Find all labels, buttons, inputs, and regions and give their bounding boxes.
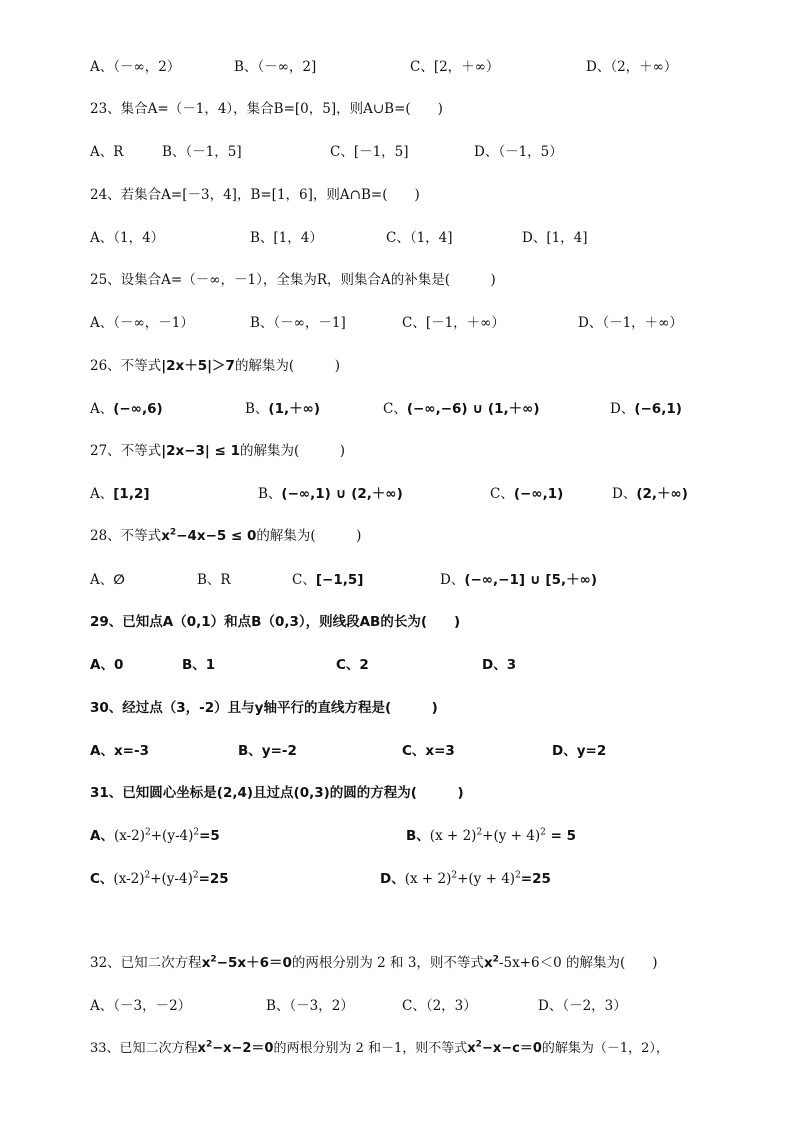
q31-option-c-part3: =25 bbox=[198, 871, 229, 887]
q28-stem bbox=[90, 525, 770, 547]
q27-option-b-value: (−∞,1) ∪ (2,＋∞) bbox=[281, 486, 403, 502]
q27-option-a-label: A、 bbox=[90, 486, 114, 502]
q26-stem-pre: 26、不等式 bbox=[90, 358, 162, 374]
q31-option-c-exp2: 2 bbox=[192, 870, 199, 881]
q27-option-a-value: [1,2] bbox=[113, 486, 150, 502]
q31-option-a-exp2: 2 bbox=[193, 827, 200, 838]
q22-option-b: B、（－∞，2] bbox=[234, 59, 317, 75]
q28-option-d-value: (−∞,−1] ∪ [5,＋∞) bbox=[464, 572, 598, 588]
q27-option-d-label: D、 bbox=[612, 486, 637, 502]
q30-stem: 30、经过点（3，-2）且与y轴平行的直线方程是( ) bbox=[90, 700, 438, 716]
q26-stem-post: 的解集为( ) bbox=[234, 358, 340, 374]
q26-option-a bbox=[90, 398, 163, 420]
q31-option-d-exp2: 2 bbox=[515, 870, 521, 881]
q28-option-a bbox=[90, 569, 125, 591]
q31-option-a-part2: +(y-4) bbox=[150, 828, 194, 844]
q24-option-c: C、（1，4] bbox=[386, 230, 453, 246]
q27-option-b bbox=[258, 483, 403, 505]
q28-option-c bbox=[292, 569, 363, 591]
q30-option-b: B、y=-2 bbox=[238, 743, 297, 759]
q31-option-c-label: C、 bbox=[90, 871, 114, 887]
q29-option-b: B、1 bbox=[182, 657, 216, 673]
q32-ineq-x: x bbox=[483, 955, 493, 971]
q22-options bbox=[90, 56, 770, 78]
q27-option-d-value: (2,＋∞) bbox=[636, 486, 688, 502]
q27-option-c-value: (−∞,1) bbox=[513, 486, 564, 502]
q28-option-b: B、R bbox=[197, 572, 231, 588]
q31-option-d-part1: (x + 2) bbox=[404, 871, 452, 887]
q27-option-a bbox=[90, 483, 150, 505]
q29-option-a: A、0 bbox=[90, 657, 124, 673]
q31-option-d bbox=[380, 868, 551, 890]
q31-option-b-part3: = 5 bbox=[545, 828, 576, 844]
q22-option-c: C、[2，＋∞） bbox=[410, 59, 500, 75]
q27-option-d bbox=[612, 483, 688, 505]
q31-options-cd bbox=[90, 868, 770, 890]
q31-option-a-part3: =5 bbox=[199, 828, 220, 844]
q33-eq-exp: 2 bbox=[205, 1039, 213, 1050]
q27-option-c-label: C、 bbox=[490, 486, 514, 502]
q24-option-a: A、（1，4） bbox=[90, 230, 165, 246]
q31-option-b-exp2: 2 bbox=[540, 827, 546, 838]
q31-option-a-exp1: 2 bbox=[145, 827, 151, 838]
q26-stem bbox=[90, 355, 770, 377]
q26-option-c-label: C、 bbox=[383, 401, 407, 417]
q33-ineq-exp: 2 bbox=[475, 1039, 482, 1050]
q23-options bbox=[90, 141, 770, 163]
q31-option-d-part2: +(y + 4) bbox=[457, 871, 516, 887]
q33-stem bbox=[90, 1038, 770, 1060]
q31-option-a bbox=[90, 825, 220, 847]
q32-stem-mid: 的两根分别为 2 和 3，则不等式 bbox=[291, 955, 484, 971]
q24-option-b: B、[1，4） bbox=[250, 230, 323, 246]
q28-stem-post: 的解集为( ) bbox=[256, 528, 362, 544]
q27-stem bbox=[90, 440, 770, 462]
q26-option-d-label: D、 bbox=[610, 401, 635, 417]
q32-eq-rest: −5x＋6＝0 bbox=[216, 955, 292, 971]
q26-option-c-value: (−∞,−6) ∪ (1,＋∞) bbox=[406, 401, 540, 417]
q33-stem-post: 的解集为（－1，2）， bbox=[541, 1041, 669, 1056]
q26-option-d bbox=[610, 398, 682, 420]
q28-option-a-value: ∅ bbox=[113, 572, 125, 588]
q25-option-b: B、（－∞，－1] bbox=[250, 315, 346, 331]
q28-options bbox=[90, 569, 770, 591]
q31-option-d-part3: =25 bbox=[520, 871, 551, 887]
q32-option-b: B、（－3，2） bbox=[266, 998, 354, 1014]
q33-stem-pre: 33、已知二次方程 bbox=[90, 1041, 198, 1056]
q31-option-b-exp1: 2 bbox=[476, 827, 483, 838]
q31-option-c-part1: (x-2) bbox=[113, 871, 145, 887]
q26-inequality: |2x＋5|＞7 bbox=[161, 358, 235, 374]
q29-option-c: C、2 bbox=[336, 657, 369, 673]
q32-options bbox=[90, 995, 770, 1017]
q31-option-a-label: A、 bbox=[90, 828, 114, 844]
q26-option-c bbox=[383, 398, 540, 420]
q29-stem: 29、已知点A（0,1）和点B（0,3），则线段AB的长为( ) bbox=[90, 614, 461, 630]
q23-option-a: A、R bbox=[90, 144, 124, 160]
q27-stem-post: 的解集为( ) bbox=[239, 443, 346, 459]
q33-stem-mid: 的两根分别为 2 和－1，则不等式 bbox=[273, 1041, 468, 1056]
q32-option-d: D、（－2，3） bbox=[538, 998, 627, 1014]
q28-stem-pre: 28、不等式 bbox=[90, 528, 162, 544]
q32-option-a: A、（－3，－2） bbox=[90, 998, 192, 1014]
q31-stem: 31、已知圆心坐标是(2,4)且过点(0,3)的圆的方程为( ) bbox=[90, 785, 464, 801]
q23-option-d: D、（－1，5） bbox=[474, 144, 563, 160]
q31-option-a-part1: (x-2) bbox=[113, 828, 146, 844]
q25-option-a: A、（－∞，－1） bbox=[90, 315, 194, 331]
q31-options-ab bbox=[90, 825, 770, 847]
q24-options bbox=[90, 227, 770, 249]
q26-option-a-value: (−∞,6) bbox=[113, 401, 163, 417]
q28-option-c-value: [−1,5] bbox=[315, 572, 364, 588]
q25-stem: 25、设集合A=（－∞，－1），全集为R，则集合A的补集是( ) bbox=[90, 272, 496, 288]
q28-option-d bbox=[440, 569, 597, 591]
q32-eq-x: x bbox=[201, 955, 211, 971]
q28-ineq-rest: −4x−5 ≤ 0 bbox=[176, 528, 257, 544]
q30-option-d: D、y=2 bbox=[552, 743, 607, 759]
q28-option-c-label: C、 bbox=[292, 572, 316, 588]
q24-stem: 24、若集合A=[－3，4]，B=[1，6]，则A∩B=( ) bbox=[90, 187, 420, 203]
q30-options bbox=[90, 740, 770, 762]
q30-option-c: C、x=3 bbox=[402, 743, 455, 759]
q22-option-d: D、（2，＋∞） bbox=[586, 59, 678, 75]
q31-option-c bbox=[90, 868, 229, 890]
q32-stem bbox=[90, 952, 770, 974]
q27-option-b-label: B、 bbox=[258, 486, 282, 502]
q26-options bbox=[90, 398, 770, 420]
q29-option-d: D、3 bbox=[482, 657, 517, 673]
q23-stem: 23、集合A=（－1，4），集合B=[0，5]，则A∪B=( ) bbox=[90, 101, 443, 117]
q32-stem-pre: 32、已知二次方程 bbox=[90, 955, 202, 971]
q25-option-c: C、[－1，＋∞） bbox=[402, 315, 505, 331]
q28-ineq-x: x bbox=[161, 528, 170, 544]
q31-option-d-exp1: 2 bbox=[451, 870, 458, 881]
q31-option-c-part2: +(y-4) bbox=[150, 871, 193, 887]
q29-options bbox=[90, 654, 770, 676]
q27-stem-pre: 27、不等式 bbox=[90, 443, 162, 459]
q27-option-c bbox=[490, 483, 563, 505]
q31-option-c-exp1: 2 bbox=[144, 870, 151, 881]
q26-option-d-value: (−6,1) bbox=[634, 401, 682, 417]
q33-ineq-rest: −x−c＝0 bbox=[481, 1041, 542, 1056]
q31-option-b-label: B、 bbox=[406, 828, 430, 844]
q28-ineq-exp: 2 bbox=[169, 527, 177, 538]
q31-option-d-label: D、 bbox=[380, 871, 405, 887]
q33-eq-rest: −x−2＝0 bbox=[212, 1041, 274, 1056]
q32-eq-exp: 2 bbox=[210, 954, 217, 965]
q32-ineq-rest: -5x+6＜0 的解集为( ) bbox=[498, 955, 658, 971]
q33-eq-x: x bbox=[197, 1041, 206, 1056]
q31-option-b-part1: (x + 2) bbox=[429, 828, 477, 844]
q26-option-b-label: B、 bbox=[245, 401, 269, 417]
q32-option-c: C、（2，3） bbox=[402, 998, 477, 1014]
q26-option-b bbox=[245, 398, 320, 420]
q27-inequality: |2x−3| ≤ 1 bbox=[161, 443, 240, 459]
q26-option-a-label: A、 bbox=[90, 401, 114, 417]
q23-option-c: C、[－1，5] bbox=[330, 144, 409, 160]
q25-options bbox=[90, 312, 770, 334]
q24-option-d: D、[1，4] bbox=[522, 230, 588, 246]
q32-ineq-exp: 2 bbox=[492, 954, 499, 965]
q27-options bbox=[90, 483, 770, 505]
q26-option-b-value: (1,＋∞) bbox=[268, 401, 321, 417]
q30-option-a: A、x=-3 bbox=[90, 743, 149, 759]
q23-option-b: B、（－1，5] bbox=[162, 144, 242, 160]
q31-option-b-part2: +(y + 4) bbox=[482, 828, 541, 844]
q33-ineq-x: x bbox=[467, 1041, 476, 1056]
q28-option-a-label: A、 bbox=[90, 572, 114, 588]
q22-option-a: A、（－∞，2） bbox=[90, 59, 181, 75]
q25-option-d: D、（－1，＋∞） bbox=[578, 315, 683, 331]
q28-option-d-label: D、 bbox=[440, 572, 465, 588]
q31-option-b bbox=[406, 825, 576, 847]
